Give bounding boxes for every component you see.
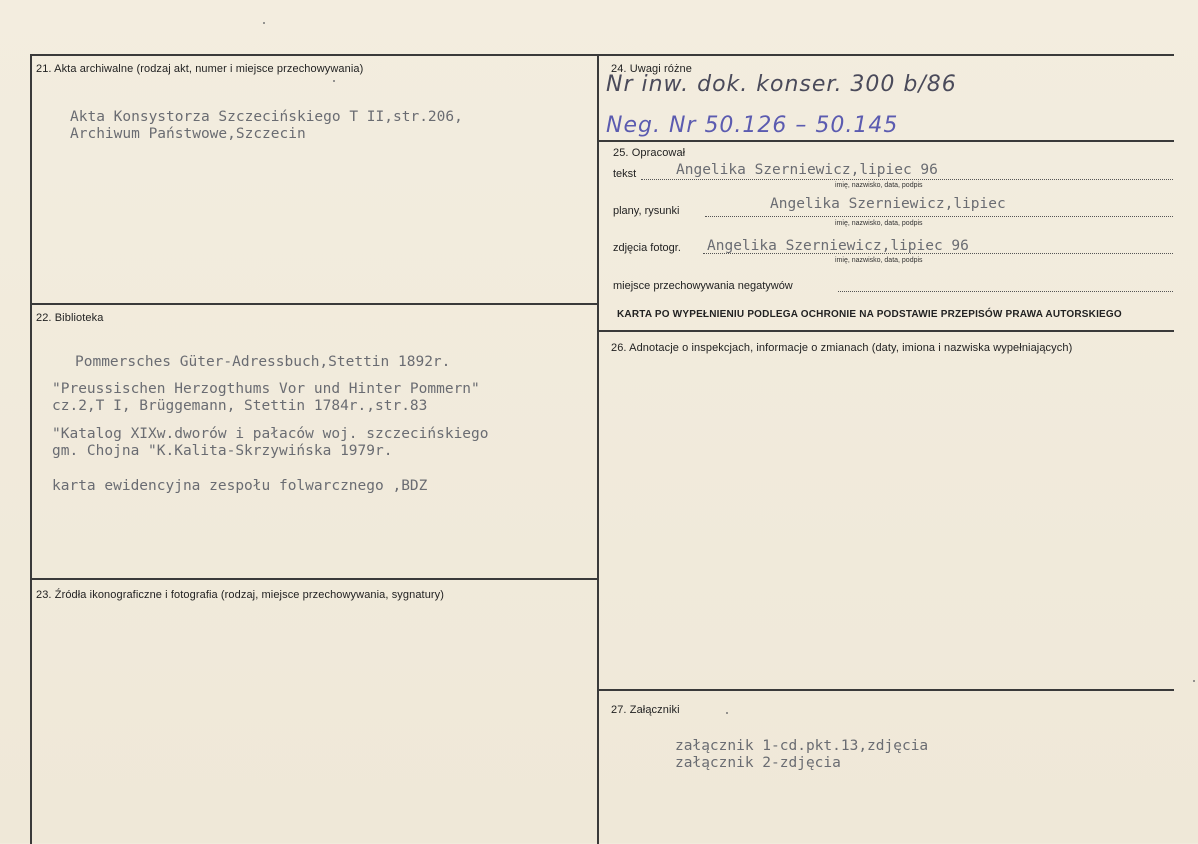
paper-speck [333,80,335,82]
top-rule [30,54,1174,56]
section-22-line-5: gm. Chojna "K.Kalita-Skrzywińska 1979r. [52,443,393,459]
rule-after-25 [597,330,1174,332]
section-22-line-6: karta ewidencyjna zespołu folwarcznego ,BDZ [52,478,428,494]
paper-speck [263,22,265,24]
field-plans-sublabel: imię, nazwisko, data, podpis [835,220,923,227]
section-24-handwritten-negatives: Neg. Nr 50.126 – 50.145 [606,113,899,138]
field-photos-label: zdjęcia fotogr. [613,242,681,254]
field-text-line [641,179,1173,180]
rule-24-25 [597,140,1174,142]
section-22-line-3: cz.2,T I, Brüggemann, Stettin 1784r.,str.83 [52,398,428,414]
field-negatives-line [838,291,1173,292]
section-22-line-2: "Preussischen Herzogthums Vor und Hinter Pommern" [52,381,480,397]
section-24-label: 24. Uwagi różne [611,63,692,75]
section-24-handwritten-inventory: Nr inw. dok. konser. 300 b/86 [606,72,957,97]
section-26-label: 26. Adnotacje o inspekcjach, informacje o zmianach (daty, imiona i nazwiska wypełniających) [611,342,1073,354]
rule-after-26 [597,689,1174,691]
field-plans-label: plany, rysunki [613,205,680,217]
paper-speck [726,712,728,714]
section-25-label: 25. Opracował [613,147,686,159]
paper-speck [1193,680,1195,682]
field-photos-value: Angelika Szerniewicz,lipiec 96 [707,238,969,254]
left-rule [30,54,32,844]
field-plans-line [705,216,1173,217]
section-23-label: 23. Źródła ikonograficzne i fotografia (rodzaj, miejsce przechowywania, sygnatury) [36,589,445,601]
section-27-label: 27. Załączniki [611,704,680,716]
field-text-sublabel: imię, nazwisko, data, podpis [835,182,923,189]
field-plans-value: Angelika Szerniewicz,lipiec [770,196,1006,212]
section-22-line-4: "Katalog XIXw.dworów i pałaców woj. szczecińskiego [52,426,489,442]
section-21-label: 21. Akta archiwalne (rodzaj akt, numer i miejsce przechowywania) [36,63,364,75]
field-text-value: Angelika Szerniewicz,lipiec 96 [676,162,938,178]
field-text-label: tekst [613,168,637,180]
center-rule [597,54,599,844]
section-22-label: 22. Biblioteka [36,312,104,324]
rule-after-21 [30,303,599,305]
section-27-line-1: załącznik 1-cd.pkt.13,zdjęcia [675,738,929,754]
rule-after-22 [30,578,599,580]
section-22-line-1: Pommersches Güter-Adressbuch,Stettin 1892r. [75,354,451,370]
section-21-line-2: Archiwum Państwowe,Szczecin [70,126,306,142]
section-27-line-2: załącznik 2-zdjęcia [675,755,841,771]
field-photos-sublabel: imię, nazwisko, data, podpis [835,257,923,264]
copyright-notice: KARTA PO WYPEŁNIENIU PODLEGA OCHRONIE NA PODSTAWIE PRZEPISÓW PRAWA AUTORSKIEGO [617,309,1122,320]
field-negatives-label: miejsce przechowywania negatywów [613,280,793,292]
section-21-line-1: Akta Konsystorza Szczecińskiego T II,str.206, [70,109,463,125]
